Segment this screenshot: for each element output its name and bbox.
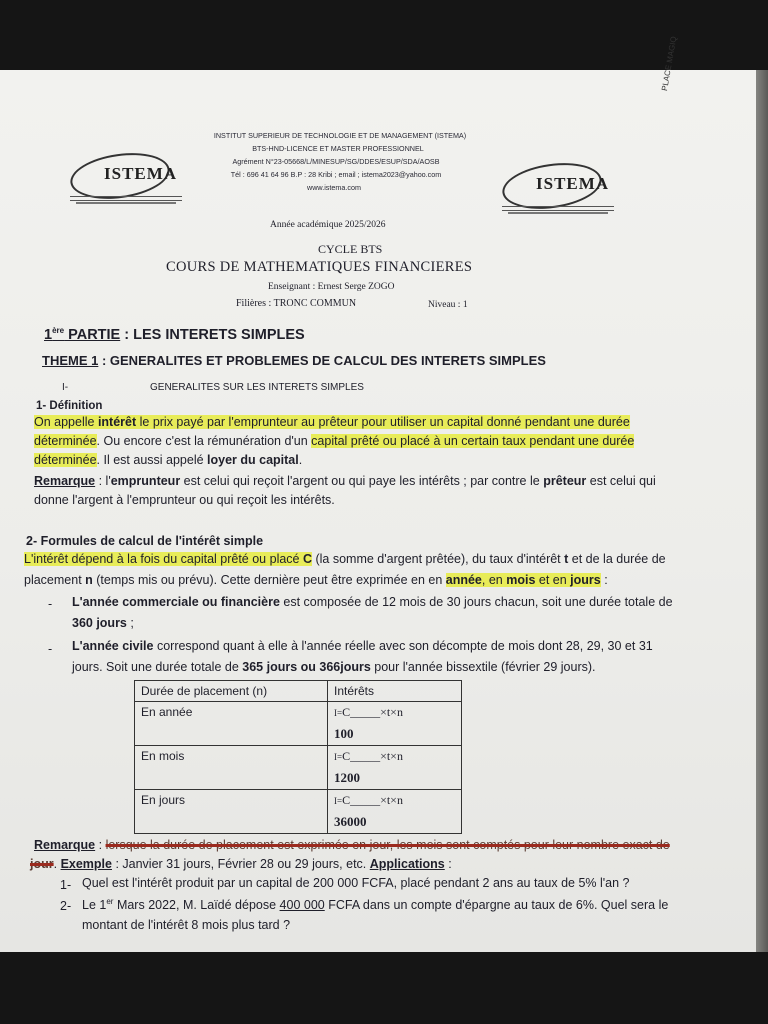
application-2-number: 2- bbox=[60, 899, 72, 913]
part-heading: 1ère PARTIE : LES INTERETS SIMPLES bbox=[44, 326, 305, 343]
table-cell-duration: En jours bbox=[135, 790, 328, 834]
cycle: CYCLE BTS bbox=[318, 242, 383, 256]
bullet-1-dash: - bbox=[48, 597, 53, 611]
photo-right-background bbox=[754, 70, 768, 952]
corner-handwritten-note: PLACE MAGIQ bbox=[660, 35, 679, 92]
table-cell-formula: I=C_____×t×n 36000 bbox=[328, 790, 462, 834]
table-row bbox=[135, 746, 462, 790]
course-title: COURS DE MATHEMATIQUES FINANCIERES bbox=[166, 259, 473, 275]
formulas-line-2: placement n (temps mis ou prévu). Cette dernière peut être exprimée en en année, en mois et en jours : bbox=[24, 573, 608, 587]
application-1-text: Quel est l'intérêt produit par un capital de 200 000 FCFA, placé pendant 2 ans au taux de 5% l'an ? bbox=[82, 876, 630, 890]
bullet-2-line-2: jours. Soit une durée totale de 365 jours ou 366jours pour l'année bissextile (février 29 jours). bbox=[72, 660, 596, 674]
table-cell-duration: En année bbox=[135, 702, 328, 746]
bullet-1-line-1: L'année commerciale ou financière est composée de 12 mois de 30 jours chacun, soit une durée totale de bbox=[72, 595, 673, 609]
remark-2-line-1: Remarque : lorsque la durée de placement est exprimée en jour, les mois sont comptés pour leur nombre exact de bbox=[34, 838, 670, 852]
application-2-line-1: Le 1er Mars 2022, M. Laïdé dépose 400 000 FCFA dans un compte d'épargne au taux de 6%. Quel sera le bbox=[82, 897, 669, 913]
definition-line-1: On appelle intérêt le prix payé par l'emprunteur au prêteur pour utiliser un capital donné pendant une durée bbox=[34, 415, 630, 429]
photo-top-background bbox=[0, 0, 768, 70]
definition-heading: 1- Définition bbox=[36, 400, 103, 412]
section-title: GENERALITES SUR LES INTERETS SIMPLES bbox=[150, 382, 364, 393]
table-cell-duration: En mois bbox=[135, 746, 328, 790]
table-header-duration: Durée de placement (n) bbox=[135, 681, 328, 702]
header-institute: INSTITUT SUPERIEUR DE TECHNOLOGIE ET DE MANAGEMENT (ISTEMA) bbox=[213, 131, 467, 140]
header-programs: BTS-HND-LICENCE ET MASTER PROFESSIONNEL bbox=[252, 144, 424, 153]
theme-heading: THEME 1 : GENERALITES ET PROBLEMES DE CALCUL DES INTERETS SIMPLES bbox=[42, 353, 546, 368]
table-row bbox=[135, 702, 462, 746]
remark-1-line-2: donne l'argent à l'emprunteur ou qui reçoit les intérêts. bbox=[34, 493, 335, 507]
header-contact: Tél : 696 41 64 96 B.P : 28 Kribi ; email ; istema2023@yahoo.com bbox=[230, 170, 442, 179]
application-1-number: 1- bbox=[60, 878, 72, 892]
academic-year: Année académique 2025/2026 bbox=[270, 220, 386, 230]
niveau: Niveau : 1 bbox=[428, 300, 468, 310]
formulas-heading: 2- Formules de calcul de l'intérêt simple bbox=[26, 534, 264, 548]
istema-logo-left: ISTEMA bbox=[66, 146, 188, 208]
table-cell-formula: I=C_____×t×n 100 bbox=[328, 702, 462, 746]
document-page bbox=[0, 35, 756, 952]
table-header-row bbox=[135, 681, 462, 702]
interest-formula-table bbox=[134, 680, 462, 834]
header-agrement: Agrément N°23-05668/L/MINESUP/SG/DDES/ESUP/SDA/AOSB bbox=[232, 157, 440, 166]
bullet-2-line-1: L'année civile correspond quant à elle à l'année réelle avec son décompte de mois dont 28, 29, 30 et 31 bbox=[72, 639, 653, 653]
application-2-line-2: montant de l'intérêt 8 mois plus tard ? bbox=[82, 918, 291, 932]
definition-line-2: déterminée. Ou encore c'est la rémunération d'un capital prêté ou placé à un certain taux pendant une durée bbox=[34, 434, 635, 448]
teacher: Enseignant : Ernest Serge ZOGO bbox=[268, 282, 395, 292]
remark-1-line-1: Remarque : l'emprunteur est celui qui reçoit l'argent ou qui paye les intérêts ; par contre le prêteur est celui qui bbox=[34, 474, 656, 488]
header-website: www.istema.com bbox=[307, 183, 361, 192]
istema-logo-right: ISTEMA bbox=[498, 156, 620, 218]
table-row bbox=[135, 790, 462, 834]
table-header-interests: Intérêts bbox=[328, 681, 462, 702]
section-numeral: I- bbox=[62, 382, 69, 393]
table-cell-formula: I=C_____×t×n 1200 bbox=[328, 746, 462, 790]
photo-bottom-background bbox=[0, 952, 768, 1024]
filiere: Filières : TRONC COMMUN bbox=[236, 298, 357, 309]
bullet-2-dash: - bbox=[48, 642, 53, 656]
definition-line-3: déterminée. Il est aussi appelé loyer du capital. bbox=[34, 453, 303, 467]
bullet-1-line-2: 360 jours ; bbox=[72, 616, 134, 630]
remark-2-line-2: jour. Exemple : Janvier 31 jours, Février 28 ou 29 jours, etc. Applications : bbox=[30, 857, 452, 871]
formulas-line-1: L'intérêt dépend à la fois du capital prêté ou placé C (la somme d'argent prêtée), du taux d'intérêt t et de la durée de bbox=[24, 552, 666, 566]
